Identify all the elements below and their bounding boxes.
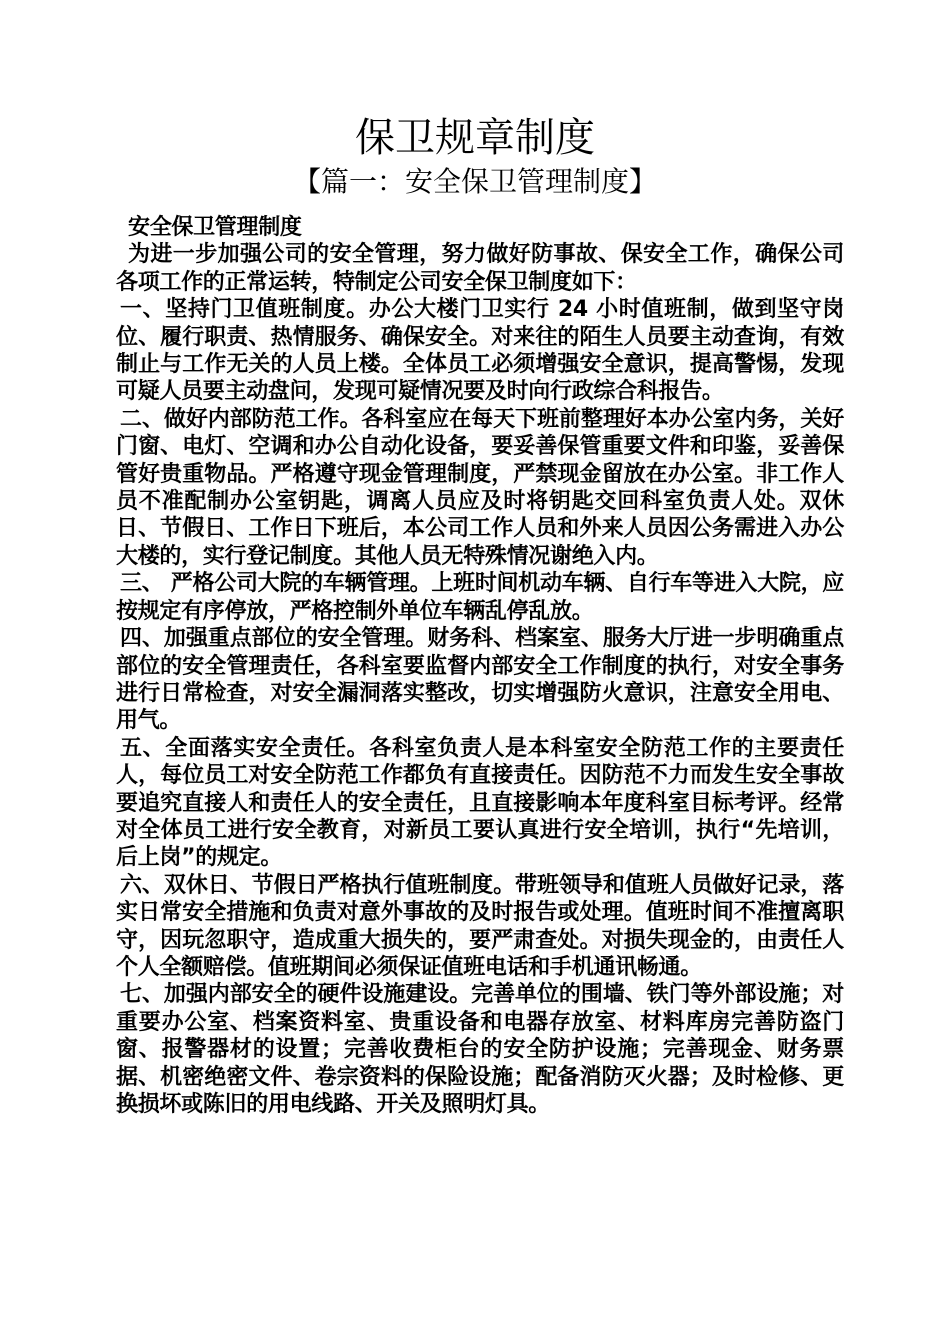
document-subtitle: 【篇一：安全保卫管理制度】 [292, 165, 657, 198]
rule-item-7: 七、加强内部安全的硬件设施建设。完善单位的围墙、铁门等外部设施；对重要办公室、档案资料室、贵重设备和电器存放室、材料库房完善防盗门窗、报警器材的设置；完善收费柜台的安全防护设施；完善现金、财务票据、机密绝密文件、卷宗资料的保险设施；配备消防灭火器；及时检修、更换损坏或陈旧的用电线路、开关及照明灯具。 [116, 982, 844, 1117]
rule-item-3: 三、 严格公司大院的车辆管理。上班时间机动车辆、自行车等进入大院，应按规定有序停放，严格控制外单位车辆乱停乱放。 [116, 571, 844, 624]
rule-item-6: 六、双休日、节假日严格执行值班制度。带班领导和值班人员做好记录，落实日常安全措施和负责对意外事故的及时报告或处理。值班时间不准擅离职守，因玩忽职守，造成重大损失的，要严肃查处。对损失现金的，由责任人个人全额赔偿。值班期间必须保证值班电话和手机通讯畅通。 [116, 872, 844, 980]
intro-paragraph: 为进一步加强公司的安全管理，努力做好防事故、保安全工作，确保公司各项工作的正常运转，特制定公司安全保卫制度如下： [116, 242, 844, 295]
rule-item-4: 四、加强重点部位的安全管理。财务科、档案室、服务大厅进一步明确重点部位的安全管理责任，各科室要监督内部安全工作制度的执行，对安全事务进行日常检查，对安全漏洞落实整改，切实增强防火意识，注意安全用电、用气。 [116, 626, 844, 734]
rule-item-2: 二、做好内部防范工作。各科室应在每天下班前整理好本办公室内务，关好门窗、电灯、空调和办公自动化设备，要妥善保管重要文件和印鉴，妥善保管好贵重物品。严格遵守现金管理制度，严禁现金留放在办公室。非工作人员不准配制办公室钥匙，调离人员应及时将钥匙交回科室负责人处。双休日、节假日、工作日下班后，本公司工作人员和外来人员因公务需进入办公大楼的，实行登记制度。其他人员无特殊情况谢绝入内。 [116, 406, 844, 569]
rule-item-5: 五、全面落实安全责任。各科室负责人是本科室安全防范工作的主要责任人，每位员工对安全防范工作都负有直接责任。因防范不力而发生安全事故要追究直接人和责任人的安全责任，且直接影响本年度科室目标考评。经常对全体员工进行安全教育，对新员工要认真进行安全培训，执行“先培训，后上岗”的规定。 [116, 735, 844, 871]
document-body [116, 214, 844, 1118]
document-title: 保卫规章制度 [355, 115, 595, 161]
rule-item-1: 一、坚持门卫值班制度。办公大楼门卫实行 24 小时值班制，做到坚守岗位、履行职责、热情服务、确保安全。对来往的陌生人员要主动查询，有效制止与工作无关的人员上楼。全体员工必须增强安全意识，提高警惕，发现可疑人员要主动盘问，发现可疑情况要及时向行政综合科报告。 [116, 297, 844, 405]
section-heading: 安全保卫管理制度 [128, 215, 302, 240]
